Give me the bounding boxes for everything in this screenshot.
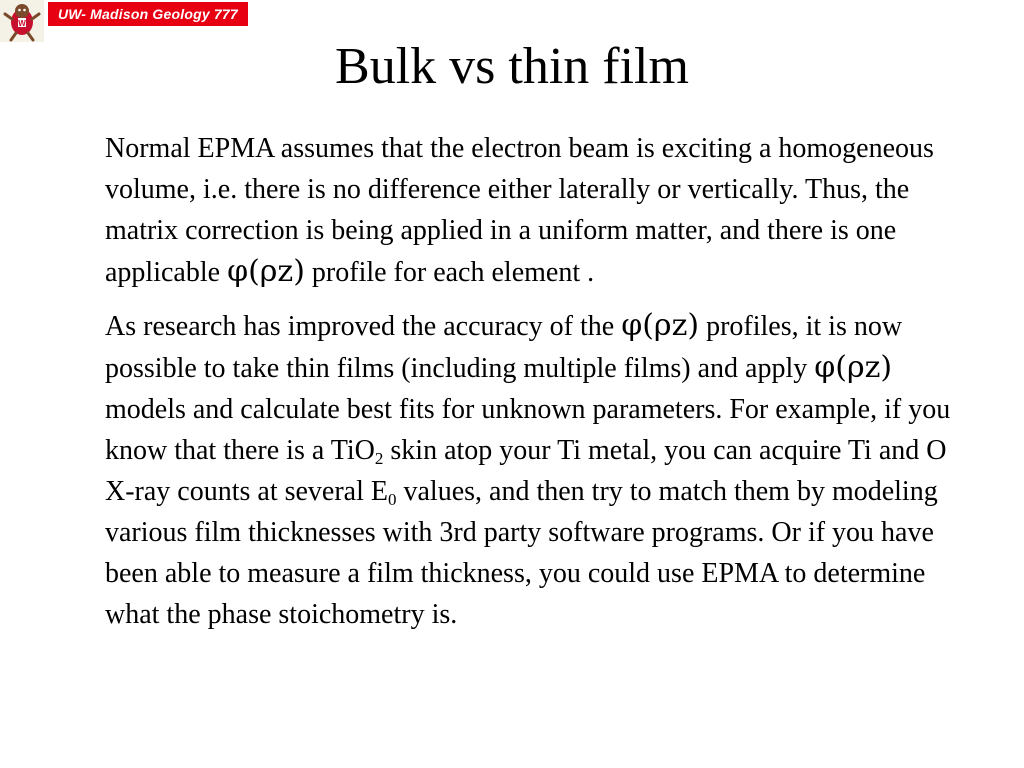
paragraph-thin-film — [105, 305, 975, 635]
slide-title: Bulk vs thin film — [335, 38, 689, 95]
paragraph-bulk-epma — [105, 128, 975, 293]
course-logo-banner: UW- Madison Geology 777 — [48, 2, 248, 26]
phi-rho-z-symbol: φ(ρz) — [621, 308, 700, 343]
paragraph-2-text-a: As research has improved the accuracy of the — [105, 311, 622, 342]
paragraph-2-text-c: models and calculate best fits for unknown parameters. For example, if you know that there is a TiO — [105, 394, 951, 466]
phi-rho-z-symbol: φ(ρz) — [227, 254, 305, 289]
slide-body — [105, 128, 975, 635]
paragraph-2-text-b: profiles, it is now possible to take thin films (including multiple films) and apply — [105, 311, 903, 384]
subscript-0: 0 — [388, 490, 397, 509]
subscript-2: 2 — [374, 449, 384, 468]
svg-text:W: W — [18, 19, 26, 28]
paragraph-2-text-e: values, and then try to match them by modeling various film thicknesses with 3rd party software programs. Or if you have been able to measure a film thickness, you could use EPMA to determine what the phase stoichometry is. — [105, 476, 938, 630]
paragraph-2-text-d: skin atop your Ti metal, you can acquire Ti and O X-ray counts at several E — [105, 435, 947, 507]
phi-rho-z-symbol: φ(ρz) — [814, 350, 893, 385]
paragraph-1-text-a: Normal EPMA assumes that the electron beam is exciting a homogeneous volume, i.e. there is no difference either laterally or vertically. Thus, the matrix correction is being applied in a uniform matter, and there is one applicable — [105, 133, 934, 288]
paragraph-1-text-b: profile for each element . — [304, 257, 595, 288]
